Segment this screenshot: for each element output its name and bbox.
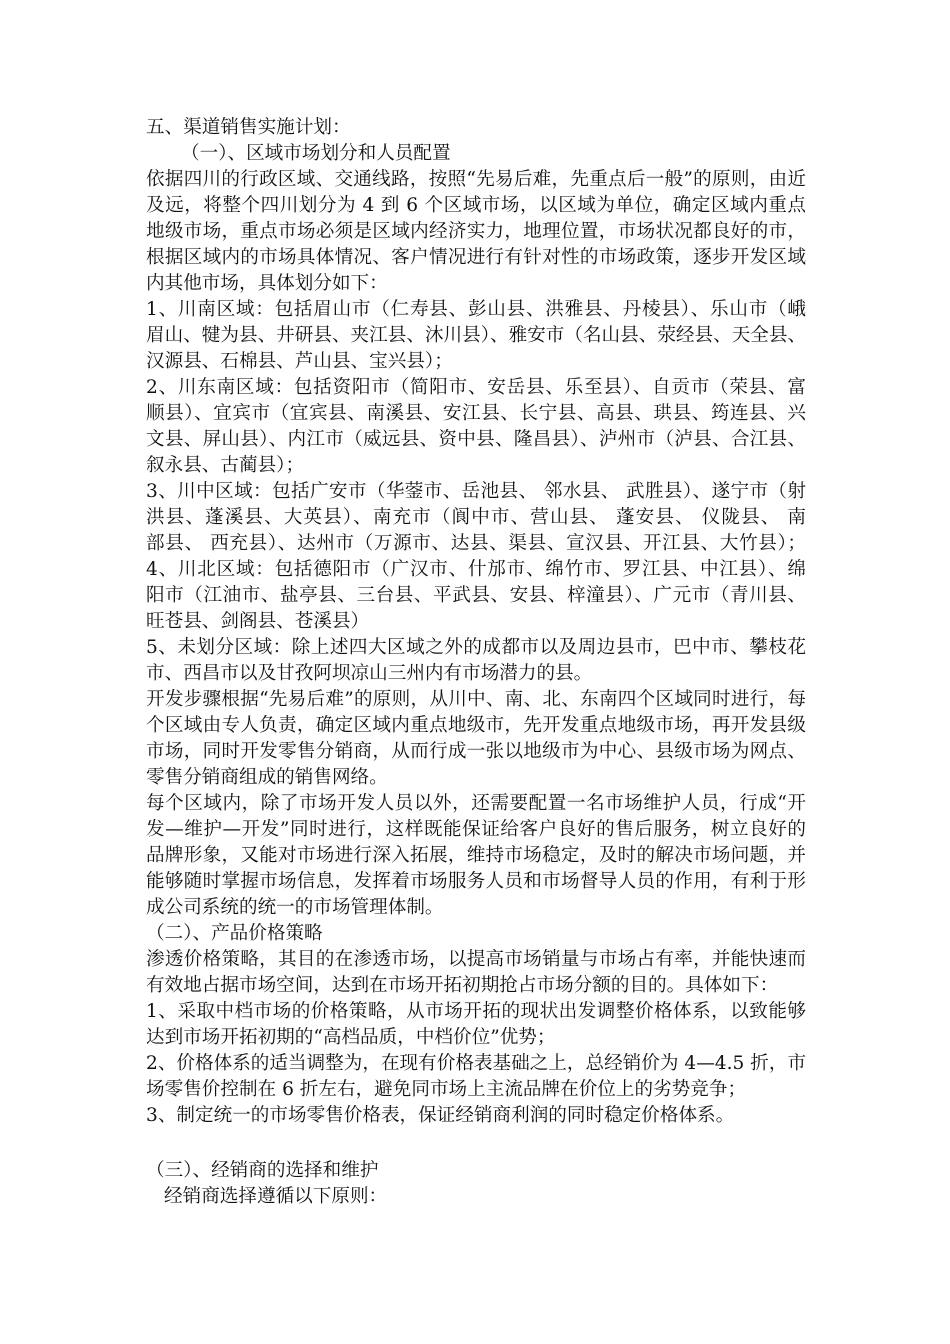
paragraph-line: 2、价格体系的适当调整为，在现有价格表基础之上，总经销价为 4—4.5 折，市	[146, 1053, 807, 1074]
paragraph-line: 渗透价格策略，其目的在渗透市场，以提高市场销量与市场占有率，并能快速而	[146, 949, 806, 970]
paragraph-line: 1、川南区域：包括眉山市（仁寿县、彭山县、洪雅县、丹棱县）、乐山市（峨	[146, 299, 806, 320]
paragraph-line: 内其他市场，具体划分如下：	[146, 273, 388, 294]
subsection-2-title: （二）、产品价格策略	[146, 923, 323, 944]
subsection-3-title: （三）、经销商的选择和维护	[146, 1160, 379, 1181]
paragraph-line: 根据区域内的市场具体情况、客户情况进行有针对性的市场政策，逐步开发区域	[146, 247, 806, 268]
paragraph-line: 市、西昌市以及甘孜阿坝凉山三州内有市场潜力的县。	[146, 663, 593, 684]
paragraph-line: 成公司系统的统一的市场管理体制。	[146, 897, 444, 918]
paragraph-line: 1、采取中档市场的价格策略，从市场开拓的现状出发调整价格体系，以致能够	[146, 1001, 806, 1022]
paragraph-line: 洪县、蓬溪县、大英县）、南充市（阆中市、营山县、 蓬安县、 仪陇县、 南	[146, 507, 806, 528]
paragraph-line: 汉源县、石棉县、芦山县、宝兴县）；	[146, 351, 453, 372]
paragraph-line: 2、川东南区域：包括资阳市（简阳市、安岳县、乐至县）、自贡市（荣县、富	[146, 377, 806, 398]
paragraph-line: 有效地占据市场空间，达到在市场开拓初期抢占市场分额的目的。具体如下：	[146, 975, 779, 996]
subsection-1-title: （一）、区域市场划分和人员配置	[181, 143, 451, 164]
paragraph-line: 品牌形象，又能对市场进行深入拓展，维持市场稳定，及时的解决市场问题，并	[146, 845, 806, 866]
paragraph-line: 依据四川的行政区域、交通线路，按照“先易后难，先重点后一般”的原则，由近	[146, 169, 806, 190]
paragraph-line: 场零售价控制在 6 折左右，避免同市场上主流品牌在价位上的劣势竞争；	[146, 1079, 747, 1100]
paragraph-line: 5、未划分区域：除上述四大区域之外的成都市以及周边县市，巴中市、攀枝花	[146, 637, 806, 658]
section-title: 五、渠道销售实施计划：	[146, 117, 351, 138]
paragraph-line: 眉山、犍为县、井研县、夹江县、沐川县）、雅安市（名山县、荥经县、天全县、	[146, 325, 807, 346]
paragraph-line: 能够随时掌握市场信息，发挥着市场服务人员和市场督导人员的作用，有利于形	[146, 871, 806, 892]
paragraph-line: 4、川北区域：包括德阳市（广汉市、什邡市、绵竹市、罗江县、中江县）、绵	[146, 559, 806, 580]
dealer-intro: 经销商选择遵循以下原则：	[164, 1186, 388, 1207]
paragraph-line: 部县、 西充县）、达州市（万源市、达县、渠县、宣汉县、开江县、大竹县）；	[146, 533, 806, 554]
paragraph-line: 市场，同时开发零售分销商，从而行成一张以地级市为中心、县级市场为网点、	[146, 741, 806, 762]
paragraph-line: 顺县）、宜宾市（宜宾县、南溪县、安江县、长宁县、高县、珙县、筠连县、兴	[146, 403, 806, 424]
paragraph-line: 阳市（江油市、盐亭县、三台县、平武县、安县、梓潼县）、广元市（青川县、	[146, 585, 806, 606]
paragraph-line: 旺苍县、剑阁县、苍溪县）	[146, 611, 370, 632]
paragraph-line: 3、制定统一的市场零售价格表，保证经销商利润的同时稳定价格体系。	[146, 1105, 735, 1126]
paragraph-line: 开发步骤根据“先易后难”的原则，从川中、南、北、东南四个区域同时进行，每	[146, 689, 806, 710]
paragraph-line: 发—维护—开发”同时进行，这样既能保证给客户良好的售后服务，树立良好的	[146, 819, 806, 840]
paragraph-line: 3、川中区域：包括广安市（华蓥市、岳池县、 邻水县、 武胜县）、遂宁市（射	[146, 481, 806, 502]
paragraph-line: 个区域由专人负责，确定区域内重点地级市，先开发重点地级市场，再开发县级	[146, 715, 806, 736]
paragraph-line: 及远，将整个四川划分为 4 到 6 个区域市场，以区域为单位，确定区域内重点	[146, 195, 806, 216]
paragraph-line: 文县、屏山县）、内江市（威远县、资中县、隆昌县）、泸州市（泸县、合江县、	[146, 429, 806, 450]
paragraph-line: 叙永县、古蔺县）；	[146, 455, 305, 476]
paragraph-line: 零售分销商组成的销售网络。	[146, 767, 388, 788]
paragraph-line: 达到市场开拓初期的“高档品质，中档价位”优势；	[146, 1027, 556, 1048]
paragraph-line: 地级市场，重点市场必须是区域内经济实力，地理位置，市场状况都良好的市，	[146, 221, 806, 242]
paragraph-line: 每个区域内，除了市场开发人员以外，还需要配置一名市场维护人员，行成“开	[146, 793, 806, 814]
